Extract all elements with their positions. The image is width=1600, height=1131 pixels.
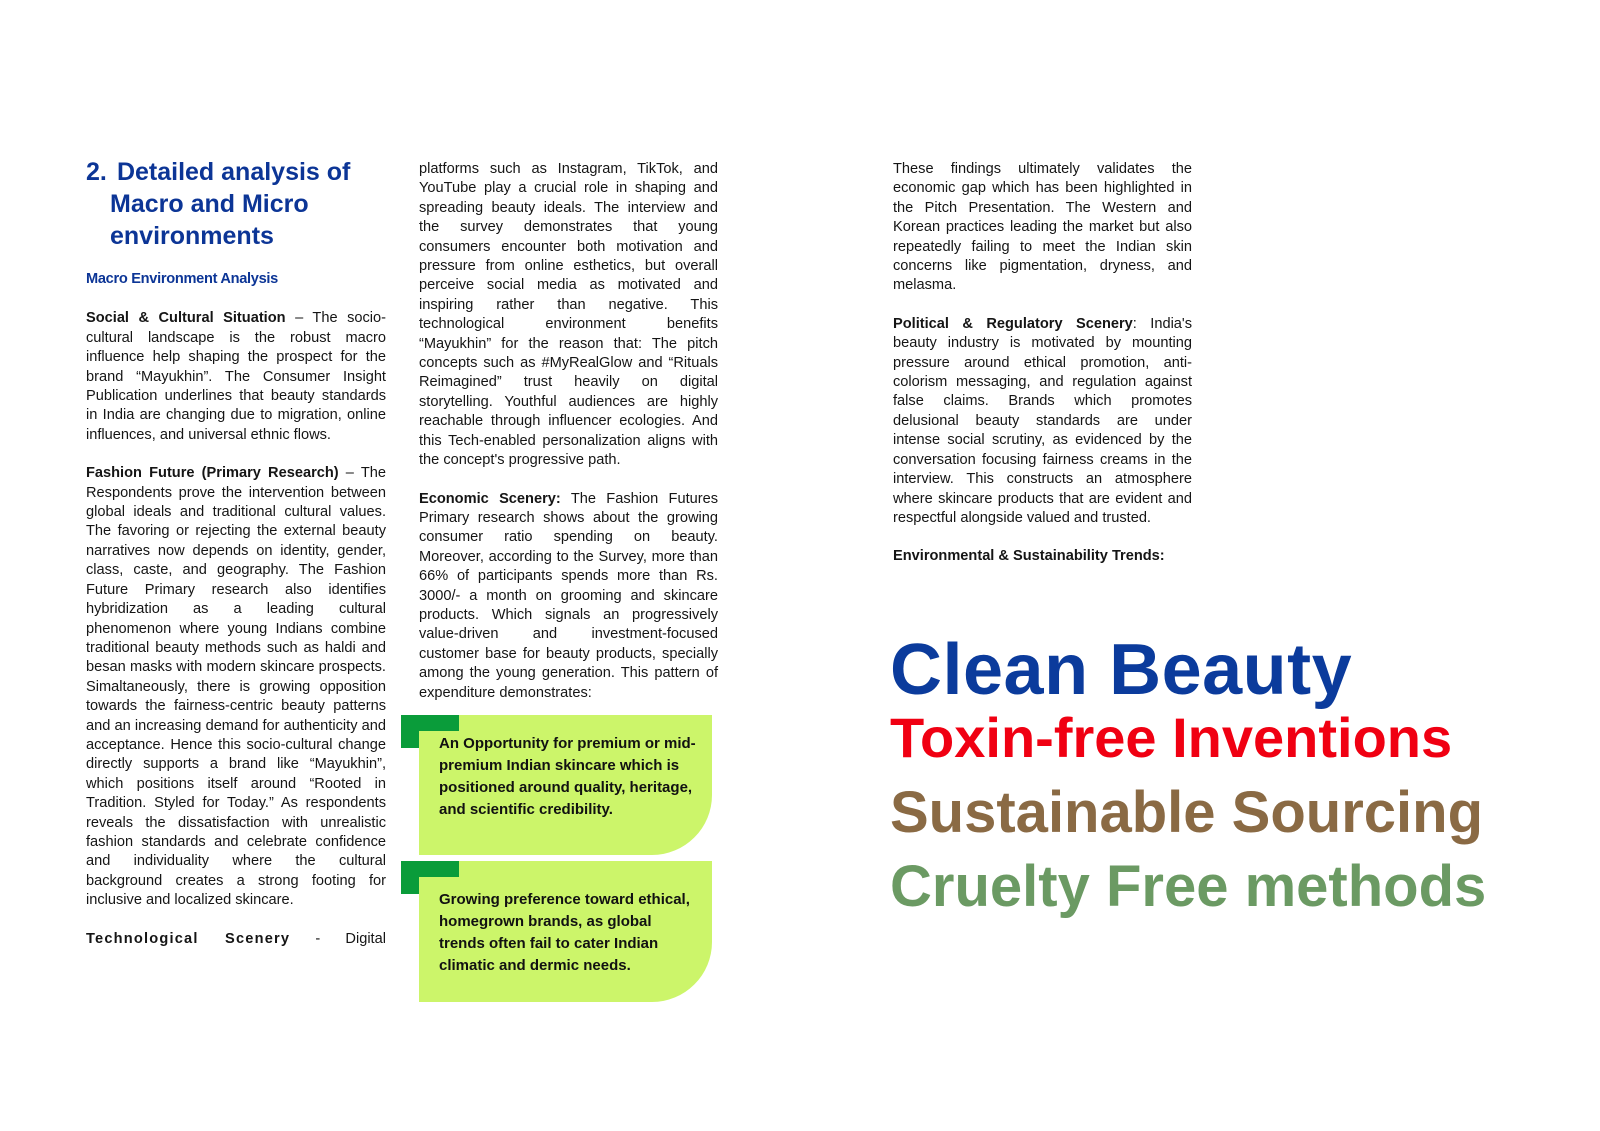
- economic-paragraph: [419, 490, 718, 703]
- technological-paragraph-continued: platforms such as Instagram, TikTok, and YouTube play a crucial role in shaping and spreading beauty ideals. The interview and the survey demonstrates that young consumers encounter both motivation and pressure from online esthetics, but overall perceive social media as motivated and inspiring rather than negative. This technological environment benefits “Mayukhin” for the reason that: The pitch concepts such as #MyRealGlow and “Rituals Reimagined” trust heavily on digital storytelling. Youthful audiences are highly reachable through influencer ecologies. And this Tech-enabled personalization aligns with the concept's progressive path.: [419, 161, 718, 469]
- section-heading: [86, 156, 386, 252]
- callout-box-homegrown-preference: [419, 861, 712, 1002]
- political-text: India's beauty industry is motivated by mounting pressure around ethical promotion, anti-colorism messaging, and regulation against false claims. Brands which promotes delusional beauty standards are under intense social scrutiny, as evidenced by the conversation focusing fairness creams in the interview. This constructs an atmosphere where skincare products that are evident and respectful alongside valued and trusted.: [893, 315, 1193, 526]
- political-paragraph: Political & Regulatory Scenery: India's beauty industry is motivated by mounting pressure around ethical promotion, anti-colorism messaging, and regulation against false claims. Brands which promotes delusional beauty standards are under intense social scrutiny, as evidenced by the conversation focusing fairness creams in the interview. This constructs an atmosphere where skincare products that are evident and respectful alongside valued and trusted.: [893, 315, 1193, 526]
- fashion-future-label: Fashion Future (Primary Research): [86, 465, 339, 482]
- fashion-future-paragraph: Fashion Future (Primary Research) – The Respondents prove the intervention between global ideals and traditional cultural values. The favoring or rejecting the external beauty narratives now depends on identity, gender, class, caste, and geography. The Fashion Future Primary research also identifies hybridization as a leading cultural phenomenon where young Indians combine traditional beauty methods such as haldi and besan masks with modern skincare prospects. Simaltaneously, there is growing opposition towards the fairness-centric beauty patterns and an increasing demand for authenticity and acceptance. Hence this socio-cultural change directly supports a brand like “Mayukhin”, which positions itself around “Rooted in Tradition. Styled for Today.” As respondents reveals the dissatisfaction with unrealistic fashion standards and celebrate confidence and individuality where the cultural background creates a strong footing for inclusive and localized skincare.: [86, 465, 386, 909]
- trend-cruelty-free: Cruelty Free methods: [890, 854, 1487, 919]
- technological-label: Technological Scenery: [86, 930, 291, 947]
- heading-line-3: environments: [110, 222, 274, 250]
- callout-box-premium-opportunity: [419, 715, 712, 855]
- trend-clean-beauty: Clean Beauty: [890, 630, 1353, 710]
- heading-line-1: Detailed analysis of: [116, 158, 351, 186]
- column-left: [86, 156, 386, 949]
- column-middle: [419, 160, 718, 1002]
- callout-tab-marker-vertical: [401, 715, 419, 748]
- column-right: [893, 160, 1192, 567]
- technological-text-start: Digital: [345, 930, 386, 947]
- political-label: Political & Regulatory Scenery: [893, 315, 1133, 332]
- subsection-title: Macro Environment Analysis: [86, 271, 278, 287]
- economic-text: The Fashion Futures Primary research shows about the growing consumer ratio spending on beauty. Moreover, according to the Survey, more than 66% of participants spends more than Rs. 3000/- a month on grooming and skincare products. Which signals an progressively value-driven and investment-focused customer base for beauty products, specially among the young generation. This pattern of expenditure demonstrates:: [419, 490, 719, 701]
- section-number: 2.: [86, 158, 107, 186]
- technological-paragraph-start: Technological Scenery - Digital: [86, 930, 386, 947]
- callout-text: Growing preference toward ethical, homegrown brands, as global trends often fail to cater Indian climatic and dermic needs.: [439, 890, 690, 974]
- social-cultural-label: Social & Cultural Situation: [86, 310, 286, 327]
- trend-sustainable-sourcing: Sustainable Sourcing: [890, 780, 1483, 845]
- heading-line-2: Macro and Micro: [110, 190, 309, 218]
- sustainability-trends-graphic: [890, 630, 1486, 922]
- economic-label: Economic Scenery:: [419, 490, 561, 507]
- trend-toxin-free: Toxin-free Inventions: [890, 706, 1453, 769]
- fashion-future-text: The Respondents prove the intervention between global ideals and traditional cultural values. The favoring or rejecting the external beauty narratives now depends on identity, gender, class, caste, and geography. The Fashion Future Primary research also identifies hybridization as a leading cultural phenomenon where young Indians combine traditional beauty methods such as haldi and besan masks with modern skincare prospects. Simaltaneously, there is growing opposition towards the fairness-centric beauty patterns and an increasing demand for authenticity and acceptance. Hence this socio-cultural change directly supports a brand like “Mayukhin”, which positions itself around “Rooted in Tradition. Styled for Today.” As respondents reveals the dissatisfaction with unrealistic fashion standards and celebrate confidence and individuality where the cultural background creates a strong footing for inclusive and localized skincare.: [86, 465, 386, 909]
- callout-text: An Opportunity for premium or mid-premium Indian skincare which is positioned around quality, heritage, and scientific credibility.: [439, 734, 696, 818]
- social-cultural-paragraph: Social & Cultural Situation – The socio-cultural landscape is the robust macro influence help shaping the prospect for the brand “Mayukhin”. The Consumer Insight Publication underlines that beauty standards in India are changing due to migration, online influences, and universal ethnic flows.: [86, 310, 386, 443]
- environmental-label: Environmental & Sustainability Trends:: [893, 548, 1165, 565]
- findings-paragraph: These findings ultimately validates the economic gap which has been highlighted in the Pitch Presentation. The Western and Korean practices leading the market but also repeatedly failing to meet the Indian skin concerns like pigmentation, dryness, and melasma.: [893, 161, 1192, 294]
- social-cultural-text: The socio-cultural landscape is the robust macro influence help shaping the prospect for the brand “Mayukhin”. The Consumer Insight Publication underlines that beauty standards in India are changing due to migration, online influences, and universal ethnic flows.: [86, 310, 386, 443]
- callout-tab-marker-vertical: [401, 861, 419, 894]
